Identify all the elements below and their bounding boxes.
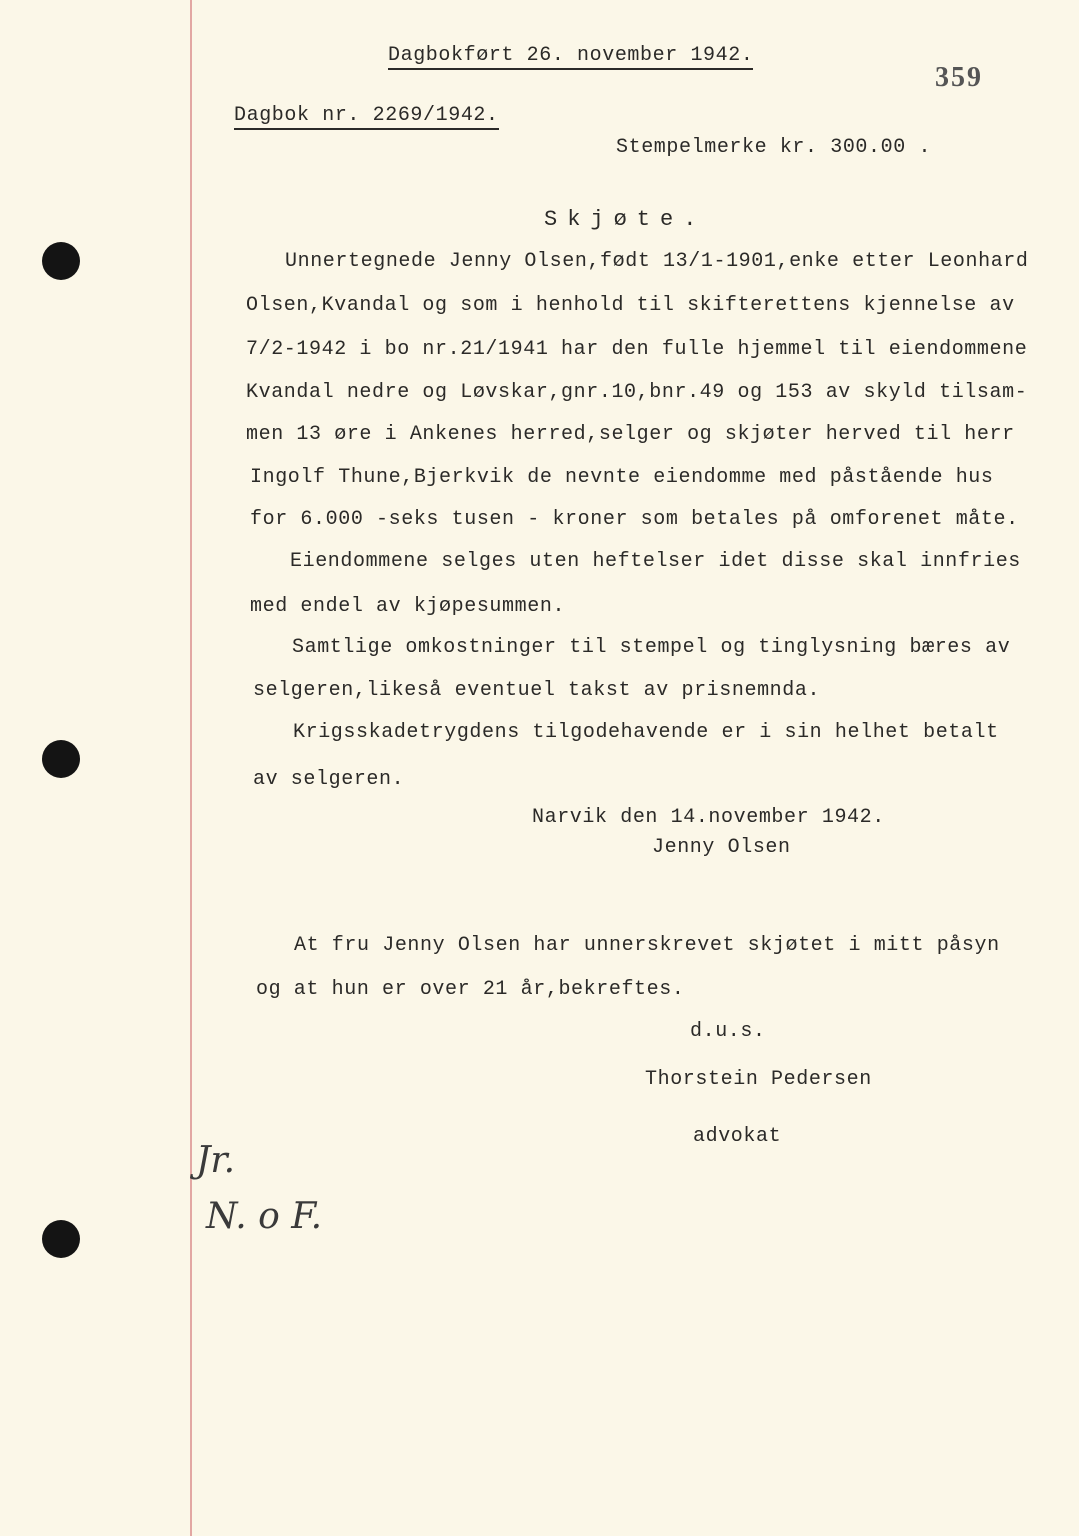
dus-abbreviation: d.u.s. bbox=[690, 1020, 766, 1043]
attorney-role: advokat bbox=[693, 1125, 782, 1148]
body-line: Krigsskadetrygdens tilgodehavende er i sin helhet betalt bbox=[293, 721, 999, 744]
margin-initial-handwritten: N. o F. bbox=[206, 1196, 323, 1237]
page-number: 359 bbox=[935, 62, 983, 93]
body-line: Unnertegnede Jenny Olsen,født 13/1-1901,enke etter Leonhard bbox=[285, 250, 1029, 273]
attestation-line: og at hun er over 21 år,bekreftes. bbox=[256, 978, 685, 1001]
attorney-name: Thorstein Pedersen bbox=[645, 1068, 872, 1091]
body-line: 7/2-1942 i bo nr.21/1941 har den fulle hjemmel til eiendommene bbox=[246, 338, 1028, 361]
body-line: med endel av kjøpesummen. bbox=[250, 595, 566, 618]
signer-name: Jenny Olsen bbox=[652, 836, 791, 859]
dagbokfort-stamp: Dagbokført 26. november 1942. bbox=[388, 44, 753, 70]
body-line: Kvandal nedre og Løvskar,gnr.10,bnr.49 og 153 av skyld tilsam- bbox=[246, 381, 1028, 404]
body-line: Samtlige omkostninger til stempel og tinglysning bæres av bbox=[292, 636, 1011, 659]
body-line: men 13 øre i Ankenes herred,selger og skjøter herved til herr bbox=[246, 423, 1015, 446]
document-title: Skjøte. bbox=[544, 207, 707, 232]
stempelmerke: Stempelmerke kr. 300.00 . bbox=[616, 136, 932, 159]
body-line: selgeren,likeså eventuel takst av prisnemnda. bbox=[253, 679, 821, 702]
margin-initial-handwritten: Jr. bbox=[196, 1140, 236, 1181]
body-line: Olsen,Kvandal og som i henhold til skifterettens kjennelse av bbox=[246, 294, 1015, 317]
body-line: Eiendommene selges uten heftelser idet disse skal innfries bbox=[290, 550, 1021, 573]
margin-line bbox=[190, 0, 192, 1536]
attestation-line: At fru Jenny Olsen har unnerskrevet skjøtet i mitt påsyn bbox=[294, 934, 1000, 957]
body-line: Ingolf Thune,Bjerkvik de nevnte eiendomme med påstående hus bbox=[250, 466, 994, 489]
body-line: for 6.000 -seks tusen - kroner som betales på omforenet måte. bbox=[250, 508, 1019, 531]
dagbok-number: Dagbok nr. 2269/1942. bbox=[234, 104, 499, 130]
punch-hole-bottom bbox=[42, 1220, 80, 1258]
place-date: Narvik den 14.november 1942. bbox=[532, 806, 885, 829]
punch-hole-top bbox=[42, 242, 80, 280]
punch-hole-middle bbox=[42, 740, 80, 778]
body-line: av selgeren. bbox=[253, 768, 405, 791]
